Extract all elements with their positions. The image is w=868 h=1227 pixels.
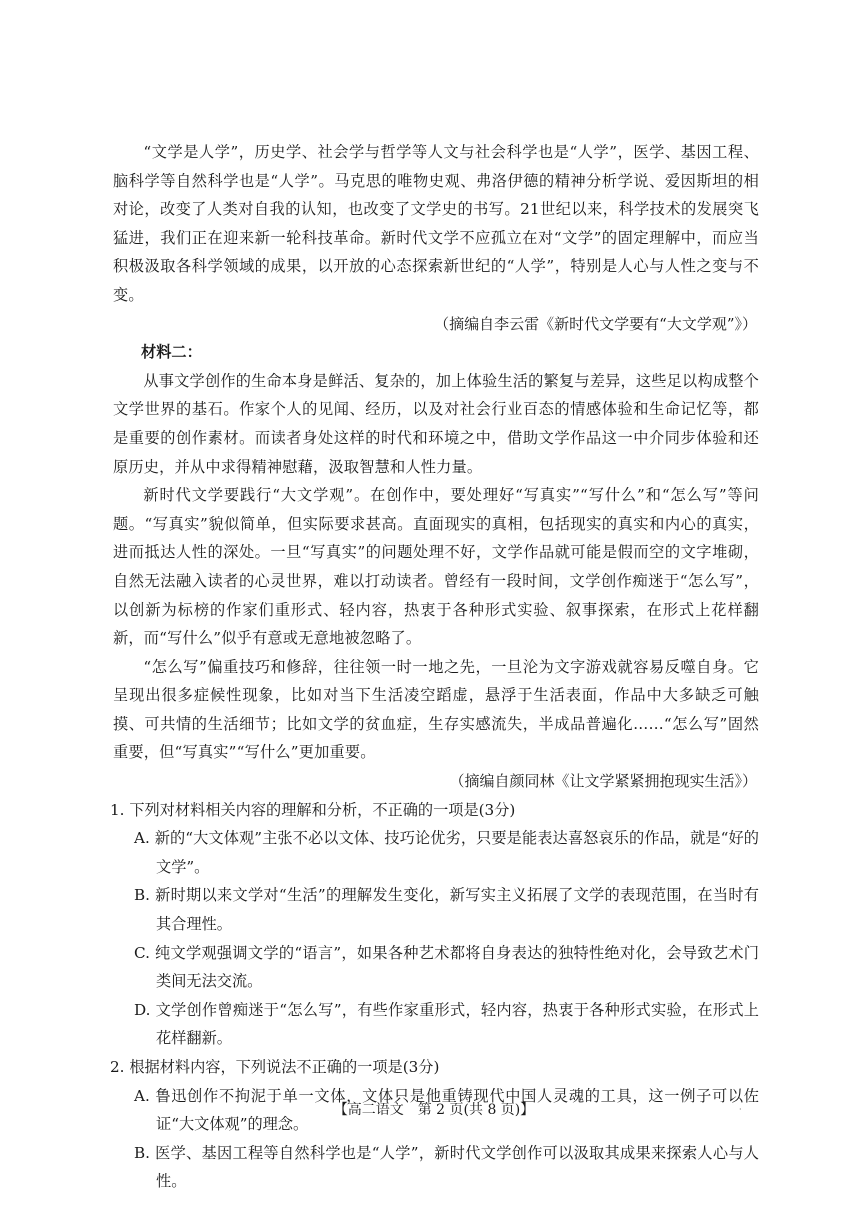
- page-content: [110, 138, 759, 1196]
- question-2-stem: 2. 根据材料内容，下列说法不正确的一项是(3分): [110, 1058, 440, 1076]
- material2-heading: 材料二：: [141, 343, 202, 362]
- material2-paragraph: 新时代文学要践行“大文学观”。在创作中，要处理好“写真实”“写什么”和“怎么写”等问题。“写真实”貌似简单，但实际要求甚高。直面现实的真相，包括现实的真实和内心的真实，进而抵达人性的深处。一旦“写真实”的问题处理不好，文学作品就可能是假而空的文字堆砌，自然无法融入读者的心灵世界，难以打动读者。曾经有一段时间，文学创作痴迷于“怎么写”，以创新为标榜的作家们重形式、轻内容，热衷于各种形式实验、叙事探索，在形式上花样翻新，而“写什么”似乎有意或无意地被忽略了。: [113, 486, 759, 648]
- material2-paragraph: “怎么写”偏重技巧和修辞，往往领一时一地之先，一旦沦为文字游戏就容易反噬自身。它呈现出很多症候性现象，比如对当下生活凌空蹈虚，悬浮于生活表面，作品中大多缺乏可触摸、可共情的生活细节；比如文学的贫血症，生存实感流失，半成品普遍化……“怎么写”固然重要，但“写真实”“写什么”更加重要。: [113, 657, 759, 762]
- question-1-option-a: A. 新的“大文体观”主张不必以文体、技巧论优劣，只要是能表达喜怒哀乐的作品，就是“好的文学”。: [134, 829, 759, 876]
- question-1-option-d: D. 文学创作曾痴迷于“怎么写”，有些作家重形式，轻内容，热衷于各种形式实验，在形式上花样翻新。: [134, 1000, 759, 1048]
- question-2-option-a: A. 鲁迅创作不拘泥于单一文体，文体只是他重铸现代中国人灵魂的工具，这一例子可以佐证“大文体观”的理念。: [134, 1086, 759, 1134]
- page-footer: 【高二语文 第 2 页(共 8 页)】: [333, 1102, 535, 1118]
- question-2-option-b: B. 医学、基因工程等自然科学也是“人学”，新时代文学创作可以汲取其成果来探索人心与人性。: [134, 1143, 759, 1191]
- corner-mark: ·: [739, 1105, 742, 1114]
- question-1-option-c: C. 纯文学观强调文学的“语言”，如果各种艺术都将自身表达的独特性绝对化，会导致艺术门类间无法交流。: [134, 943, 759, 991]
- source-citation-1: （摘编自李云雷《新时代文学要有“大文学观”》）: [434, 314, 757, 333]
- question-1-option-b: B. 新时期以来文学对“生活”的理解发生变化，新写实主义拓展了文学的表现范围，在当时有其合理性。: [134, 886, 759, 934]
- material1-paragraph: “文学是人学”，历史学、社会学与哲学等人文与社会科学也是“人学”，医学、基因工程、脑科学等自然科学也是“人学”。马克思的唯物史观、弗洛伊德的精神分析学说、爱因斯坦的相对论，改变了人类对自我的认知，也改变了文学史的书写。21世纪以来，科学技术的发展突飞猛进，我们正在迎来新一轮科技革命。新时代文学不应孤立在对“文学”的固定理解中，而应当积极汲取各科学领域的成果，以开放的心态探索新世纪的“人学”，特别是人心与人性之变与不变。: [113, 143, 759, 304]
- question-1-stem: 1. 下列对材料相关内容的理解和分析，不正确的一项是(3分): [110, 800, 516, 819]
- material2-paragraph: 从事文学创作的生命本身是鲜活、复杂的，加上体验生活的繁复与差异，这些足以构成整个文学世界的基石。作家个人的见闻、经历，以及对社会行业百态的情感体验和生命记忆等，都是重要的创作素材。而读者身处这样的时代和环境之中，借助文学作品这一中介同步体验和还原历史，并从中求得精神慰藉，汲取智慧和人性力量。: [113, 371, 759, 476]
- source-citation-2: （摘编自颜同林《让文学紧紧拥抱现实生活》）: [449, 772, 757, 791]
